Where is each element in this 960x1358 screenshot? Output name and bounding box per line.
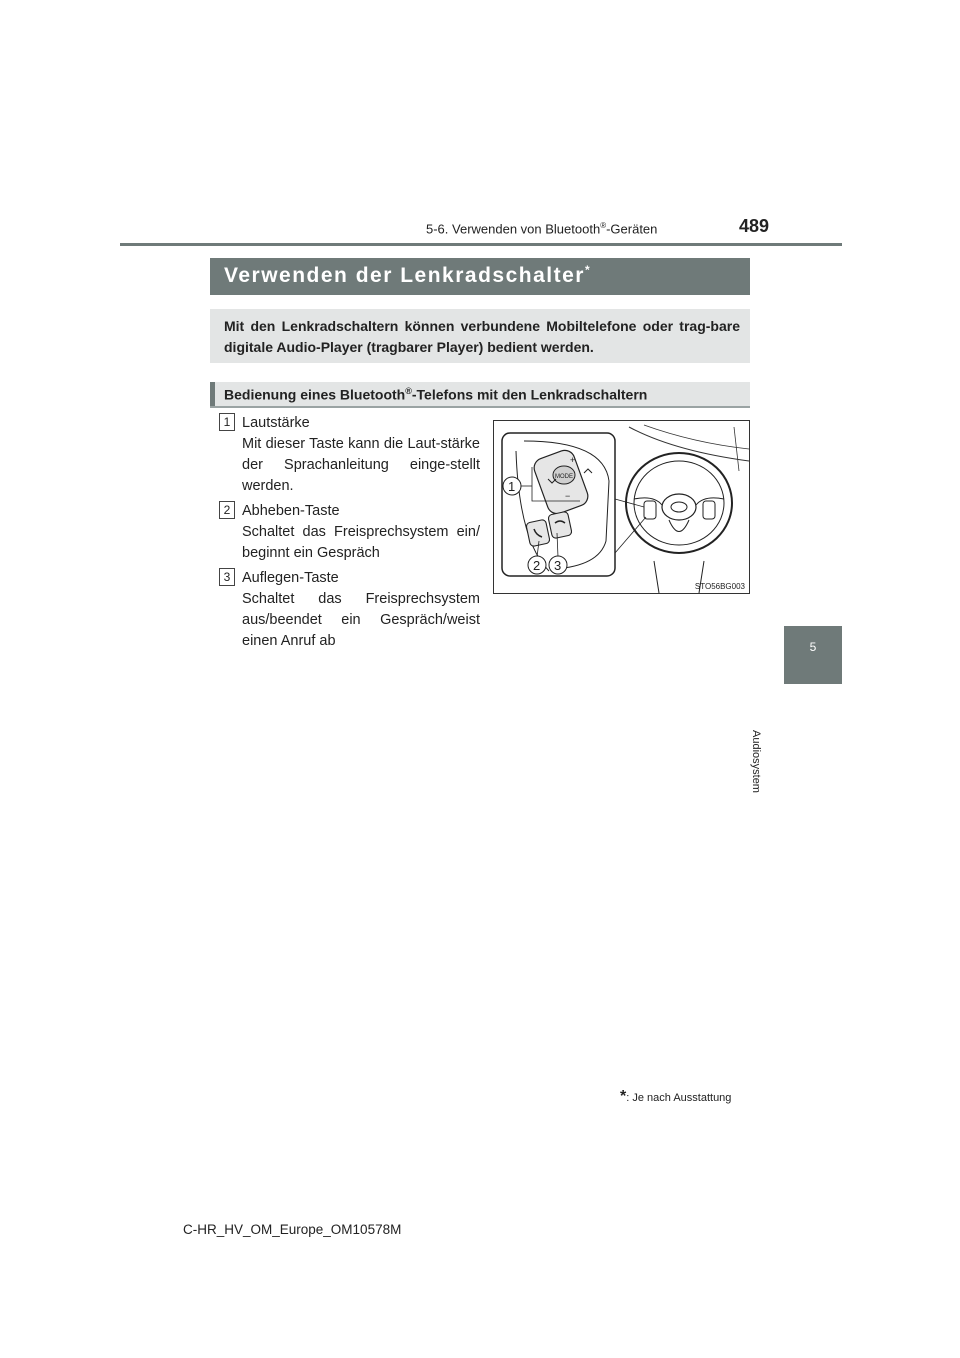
dashboard-line — [734, 427, 739, 471]
subheading-bar — [210, 382, 750, 408]
volume-up-label: + — [570, 455, 576, 465]
footnote: *: Je nach Ausstattung — [620, 1088, 732, 1105]
item-number-badge: 3 — [219, 568, 235, 586]
steering-spoke — [669, 520, 689, 532]
document-id: C-HR_HV_OM_Europe_OM10578M — [183, 1222, 402, 1237]
callout-number: 1 — [508, 479, 516, 494]
figure-code: STO56BG003 — [694, 582, 745, 591]
section-title: Verwenden der Lenkradschalter* — [224, 263, 592, 287]
steering-wheel-rim — [626, 453, 732, 553]
wheel-switch-right — [703, 501, 715, 519]
section-header: 5-6. Verwenden von Bluetooth®-Geräten — [426, 221, 658, 237]
item-number-badge: 1 — [219, 413, 235, 431]
intro-text: Mit den Lenkradschaltern können verbundene Mobiltelefone oder trag-bare digitale Audio-Player (tragbarer Player) bedient werden. — [224, 318, 740, 355]
wheel-switch-left — [644, 501, 656, 519]
callout-number: 2 — [533, 558, 541, 573]
chapter-tab — [784, 626, 842, 684]
steering-switch-illustration — [493, 420, 750, 594]
steering-switch-drawing — [494, 421, 751, 595]
chapter-number: 5 — [809, 640, 817, 654]
volume-down-label: − — [565, 491, 571, 501]
section-title-bar — [210, 258, 750, 295]
subheading-accent — [210, 382, 215, 406]
header-divider — [120, 243, 842, 246]
dashboard-line — [629, 427, 749, 461]
item-body: Schaltet das Freisprechsystem ein/ beginnt ein Gespräch — [242, 524, 480, 561]
steering-wheel-inner — [634, 461, 724, 545]
chapter-label: Audiosystem — [750, 730, 762, 793]
list-item — [223, 568, 480, 652]
item-body: Schaltet das Freisprechsystem aus/beendet ein Gespräch/weist einen Anruf ab — [242, 591, 480, 649]
connector-line — [615, 499, 644, 507]
item-title: Lautstärke — [242, 415, 310, 431]
item-title: Auflegen-Taste — [242, 570, 339, 586]
item-body: Mit dieser Taste kann die Laut-stärke der Sprachanleitung einge-stellt werden. — [242, 436, 480, 494]
page-number: 489 — [739, 216, 770, 236]
hangup-button — [548, 511, 573, 539]
steering-logo — [671, 502, 687, 512]
asterisk-icon: * — [620, 1088, 627, 1105]
list-item — [223, 413, 480, 497]
dashboard-line — [644, 425, 749, 449]
list-item — [223, 501, 480, 564]
answer-button — [526, 519, 551, 547]
item-title: Abheben-Taste — [242, 503, 340, 519]
mode-button-label: MODE — [555, 474, 573, 480]
asterisk-marker: * — [584, 263, 592, 277]
intro-box — [210, 309, 750, 363]
subheading-text: Bedienung eines Bluetooth®-Telefons mit den Lenkradschaltern — [224, 386, 648, 403]
callout-number: 3 — [554, 558, 562, 573]
steering-hub — [662, 494, 696, 520]
item-number-badge: 2 — [219, 501, 235, 519]
